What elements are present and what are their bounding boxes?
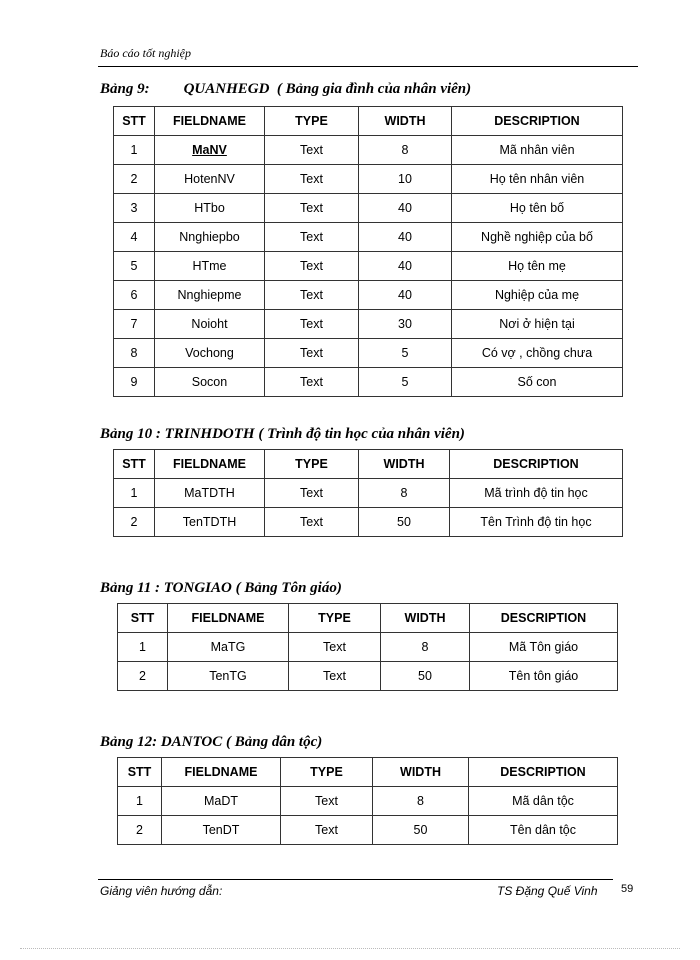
column-header: STT [118, 758, 162, 787]
table-cell: MaTDTH [155, 479, 265, 508]
table-cell: 7 [114, 310, 155, 339]
table-cell: Socon [155, 368, 265, 397]
table-cell: 8 [359, 479, 450, 508]
table-cell: 5 [114, 252, 155, 281]
table-cell: 2 [114, 508, 155, 537]
column-header: TYPE [265, 450, 359, 479]
table-cell: Text [265, 194, 359, 223]
table-cell: Text [281, 816, 373, 845]
table-row [114, 508, 623, 537]
table-cell: Text [265, 136, 359, 165]
caption-text: TONGIAO ( Bảng Tôn giáo) [163, 580, 342, 596]
table-cell: Text [265, 223, 359, 252]
table-cell: Có vợ , chồng chưa [452, 339, 623, 368]
table-cell: 5 [359, 339, 452, 368]
caption-label: Bảng 11 : [100, 580, 161, 596]
column-header: FIELDNAME [155, 107, 265, 136]
column-header: DESCRIPTION [452, 107, 623, 136]
table-cell: Text [265, 281, 359, 310]
table-caption [100, 81, 471, 98]
table-cell: Text [265, 508, 359, 537]
table-header-row [114, 107, 623, 136]
caption-label: Bảng 10 : [100, 426, 161, 442]
table-cell: 5 [359, 368, 452, 397]
table-cell: 6 [114, 281, 155, 310]
table-cell: Họ tên nhân viên [452, 165, 623, 194]
page-bottom-border [20, 948, 680, 949]
table-cell: Họ tên mẹ [452, 252, 623, 281]
table-cell: Tên Trình độ tin học [450, 508, 623, 537]
table-cell: 8 [114, 339, 155, 368]
column-header: FIELDNAME [162, 758, 281, 787]
table-cell: 50 [381, 662, 470, 691]
table-cell: 1 [118, 633, 168, 662]
table-row [114, 339, 623, 368]
table-row [114, 310, 623, 339]
table-cell: Tên tôn giáo [470, 662, 618, 691]
footer-divider [98, 879, 613, 880]
data-table-tongiao [117, 603, 618, 691]
table-cell: Nơi ở hiện tại [452, 310, 623, 339]
table-cell: Nghề nghiệp của bố [452, 223, 623, 252]
column-header: TYPE [265, 107, 359, 136]
column-header: DESCRIPTION [450, 450, 623, 479]
table-cell: Số con [452, 368, 623, 397]
table-cell: HotenNV [155, 165, 265, 194]
column-header: WIDTH [381, 604, 470, 633]
caption-text: DANTOC ( Bảng dân tộc) [160, 734, 323, 750]
table-header-row [118, 604, 618, 633]
table-cell: Mã Tôn giáo [470, 633, 618, 662]
table-cell: 1 [118, 787, 162, 816]
column-header: WIDTH [359, 107, 452, 136]
table-row [114, 281, 623, 310]
table-cell: Nnghiepme [155, 281, 265, 310]
table-cell: Mã trình độ tin học [450, 479, 623, 508]
table-cell: 2 [118, 816, 162, 845]
caption-text: TRINHDOTH ( Trình độ tin học của nhân viên) [164, 426, 465, 442]
column-header: STT [114, 107, 155, 136]
table-cell: Mã dân tộc [469, 787, 618, 816]
table-cell: 8 [359, 136, 452, 165]
table-cell: Text [265, 165, 359, 194]
table-cell: Tên dân tộc [469, 816, 618, 845]
table-row [118, 787, 618, 816]
table-cell: Text [265, 252, 359, 281]
table-caption [100, 426, 465, 443]
table-cell: Mã nhân viên [452, 136, 623, 165]
table-cell: 4 [114, 223, 155, 252]
column-header: STT [118, 604, 168, 633]
table-caption [100, 580, 342, 597]
table-cell: 8 [381, 633, 470, 662]
data-table-dantoc [117, 757, 618, 845]
table-cell: Text [289, 662, 381, 691]
footer-advisor-name: TS Đặng Quế Vinh [497, 884, 598, 898]
caption-text: QUANHEGD ( Bảng gia đình của nhân viên) [183, 81, 472, 97]
table-cell: 40 [359, 194, 452, 223]
table-cell: TenTG [168, 662, 289, 691]
table-cell: Text [265, 310, 359, 339]
table-cell: 2 [114, 165, 155, 194]
table-cell: MaTG [168, 633, 289, 662]
table-caption [100, 734, 322, 751]
column-header: STT [114, 450, 155, 479]
table-cell: Text [289, 633, 381, 662]
table-cell: TenTDTH [155, 508, 265, 537]
table-cell: MaDT [162, 787, 281, 816]
table-cell: Text [265, 479, 359, 508]
table-row [114, 479, 623, 508]
table-row [114, 223, 623, 252]
table-row [114, 194, 623, 223]
column-header: FIELDNAME [168, 604, 289, 633]
table-cell: Text [265, 339, 359, 368]
data-table-quanhegd [113, 106, 623, 397]
table-cell: HTbo [155, 194, 265, 223]
column-header: DESCRIPTION [469, 758, 618, 787]
table-cell: 1 [114, 136, 155, 165]
page-header: Báo cáo tốt nghiệp [100, 46, 191, 60]
table-cell: 1 [114, 479, 155, 508]
table-row [114, 136, 623, 165]
table-cell: 50 [359, 508, 450, 537]
footer-advisor-label: Giảng viên hướng dẫn: [100, 884, 223, 898]
table-cell: 40 [359, 281, 452, 310]
table-header-row [114, 450, 623, 479]
table-cell: Nghiệp của mẹ [452, 281, 623, 310]
table-cell: Text [265, 368, 359, 397]
table-header-row [118, 758, 618, 787]
table-cell: 40 [359, 223, 452, 252]
table-row [114, 165, 623, 194]
table-cell: Noioht [155, 310, 265, 339]
table-cell: HTme [155, 252, 265, 281]
table-row [114, 252, 623, 281]
table-row [118, 662, 618, 691]
table-cell: MaNV [155, 136, 265, 165]
table-cell: Vochong [155, 339, 265, 368]
table-cell: 10 [359, 165, 452, 194]
column-header: WIDTH [359, 450, 450, 479]
table-cell: 40 [359, 252, 452, 281]
column-header: TYPE [281, 758, 373, 787]
caption-label: Bảng 12: [100, 734, 158, 750]
column-header: WIDTH [373, 758, 469, 787]
table-cell: 30 [359, 310, 452, 339]
table-cell: Họ tên bố [452, 194, 623, 223]
header-divider [98, 66, 638, 67]
table-cell: 9 [114, 368, 155, 397]
table-row [114, 368, 623, 397]
column-header: FIELDNAME [155, 450, 265, 479]
table-cell: Nnghiepbo [155, 223, 265, 252]
table-cell: 2 [118, 662, 168, 691]
data-table-trinhdoth [113, 449, 623, 537]
table-cell: Text [281, 787, 373, 816]
table-cell: TenDT [162, 816, 281, 845]
table-cell: 8 [373, 787, 469, 816]
column-header: DESCRIPTION [470, 604, 618, 633]
table-row [118, 816, 618, 845]
page-number: 59 [621, 883, 634, 895]
table-row [118, 633, 618, 662]
table-cell: 3 [114, 194, 155, 223]
column-header: TYPE [289, 604, 381, 633]
table-cell: 50 [373, 816, 469, 845]
caption-label: Bảng 9: [100, 81, 150, 97]
